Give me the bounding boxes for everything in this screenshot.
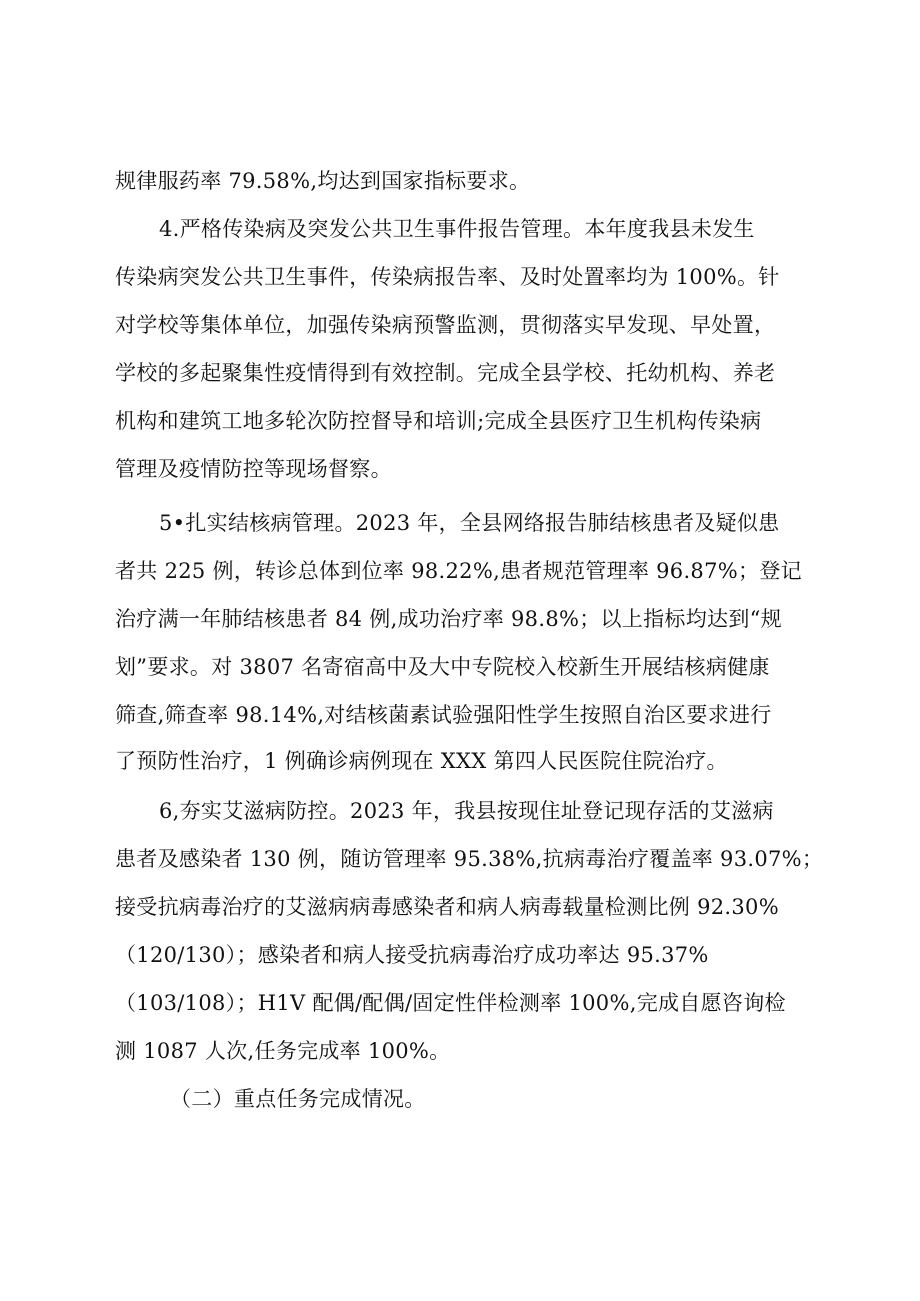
paragraph-5-line-4: 划”要求。对 3807 名寄宿高中及大中专院校入校新生开展结核病健康 <box>115 655 770 679</box>
paragraph-4-line-5: 机构和建筑工地多轮次防控督导和培训;完成全县医疗卫生机构传染病 <box>115 409 762 433</box>
paragraph-5-line-3: 治疗满一年肺结核患者 84 例,成功治疗率 98.8%；以上指标均达到“规 <box>115 607 782 631</box>
paragraph-4-line-6: 管理及疫情防控等现场督察。 <box>115 457 392 481</box>
paragraph-5-line-1: 5•扎实结核病管理。2023 年，全县网络报告肺结核患者及疑似患 <box>159 511 780 535</box>
paragraph-6-line-4: （120/130）；感染者和病人接受抗病毒治疗成功率达 95.37% <box>115 943 709 967</box>
paragraph-4-line-4: 学校的多起聚集性疫情得到有效控制。完成全县学校、托幼机构、养老 <box>115 361 776 385</box>
paragraph-6-line-6: 测 1087 人次,任务完成率 100%。 <box>115 1039 451 1063</box>
paragraph-5-line-5: 筛查,筛查率 98.14%,对结核菌素试验强阳性学生按照自治区要求进行 <box>115 703 772 727</box>
paragraph-6-line-1: 6,夯实艾滋病防控。2023 年，我县按现住址登记现存活的艾滋病 <box>159 799 774 823</box>
paragraph-4-line-1: 4.严格传染病及突发公共卫生事件报告管理。本年度我县未发生 <box>159 217 755 241</box>
paragraph-6-line-3: 接受抗病毒治疗的艾滋病病毒感染者和病人病毒载量检测比例 92.30% <box>115 895 779 919</box>
paragraph-6-line-5: （103/108）；H1V 配偶/配偶/固定性伴检测率 100%,完成自愿咨询检 <box>115 991 786 1015</box>
section-heading: （二）重点任务完成情况。 <box>170 1087 426 1111</box>
paragraph-4-line-3: 对学校等集体单位，加强传染病预警监测，贯彻落实早发现、早处置， <box>115 313 776 337</box>
paragraph-4-line-2: 传染病突发公共卫生事件，传染病报告率、及时处置率均为 100%。针 <box>115 265 780 289</box>
paragraph-3-line-end: 规律服药率 79.58%,均达到国家指标要求。 <box>115 169 531 193</box>
paragraph-6-line-2: 患者及感染者 130 例，随访管理率 95.38%,抗病毒治疗覆盖率 93.07%； <box>115 847 824 871</box>
paragraph-5-line-6: 了预防性治疗，1 例确诊病例现在 XXX 第四人民医院住院治疗。 <box>115 749 728 773</box>
paragraph-5-line-2: 者共 225 例，转诊总体到位率 98.22%,患者规范管理率 96.87%；登记 <box>115 559 802 583</box>
